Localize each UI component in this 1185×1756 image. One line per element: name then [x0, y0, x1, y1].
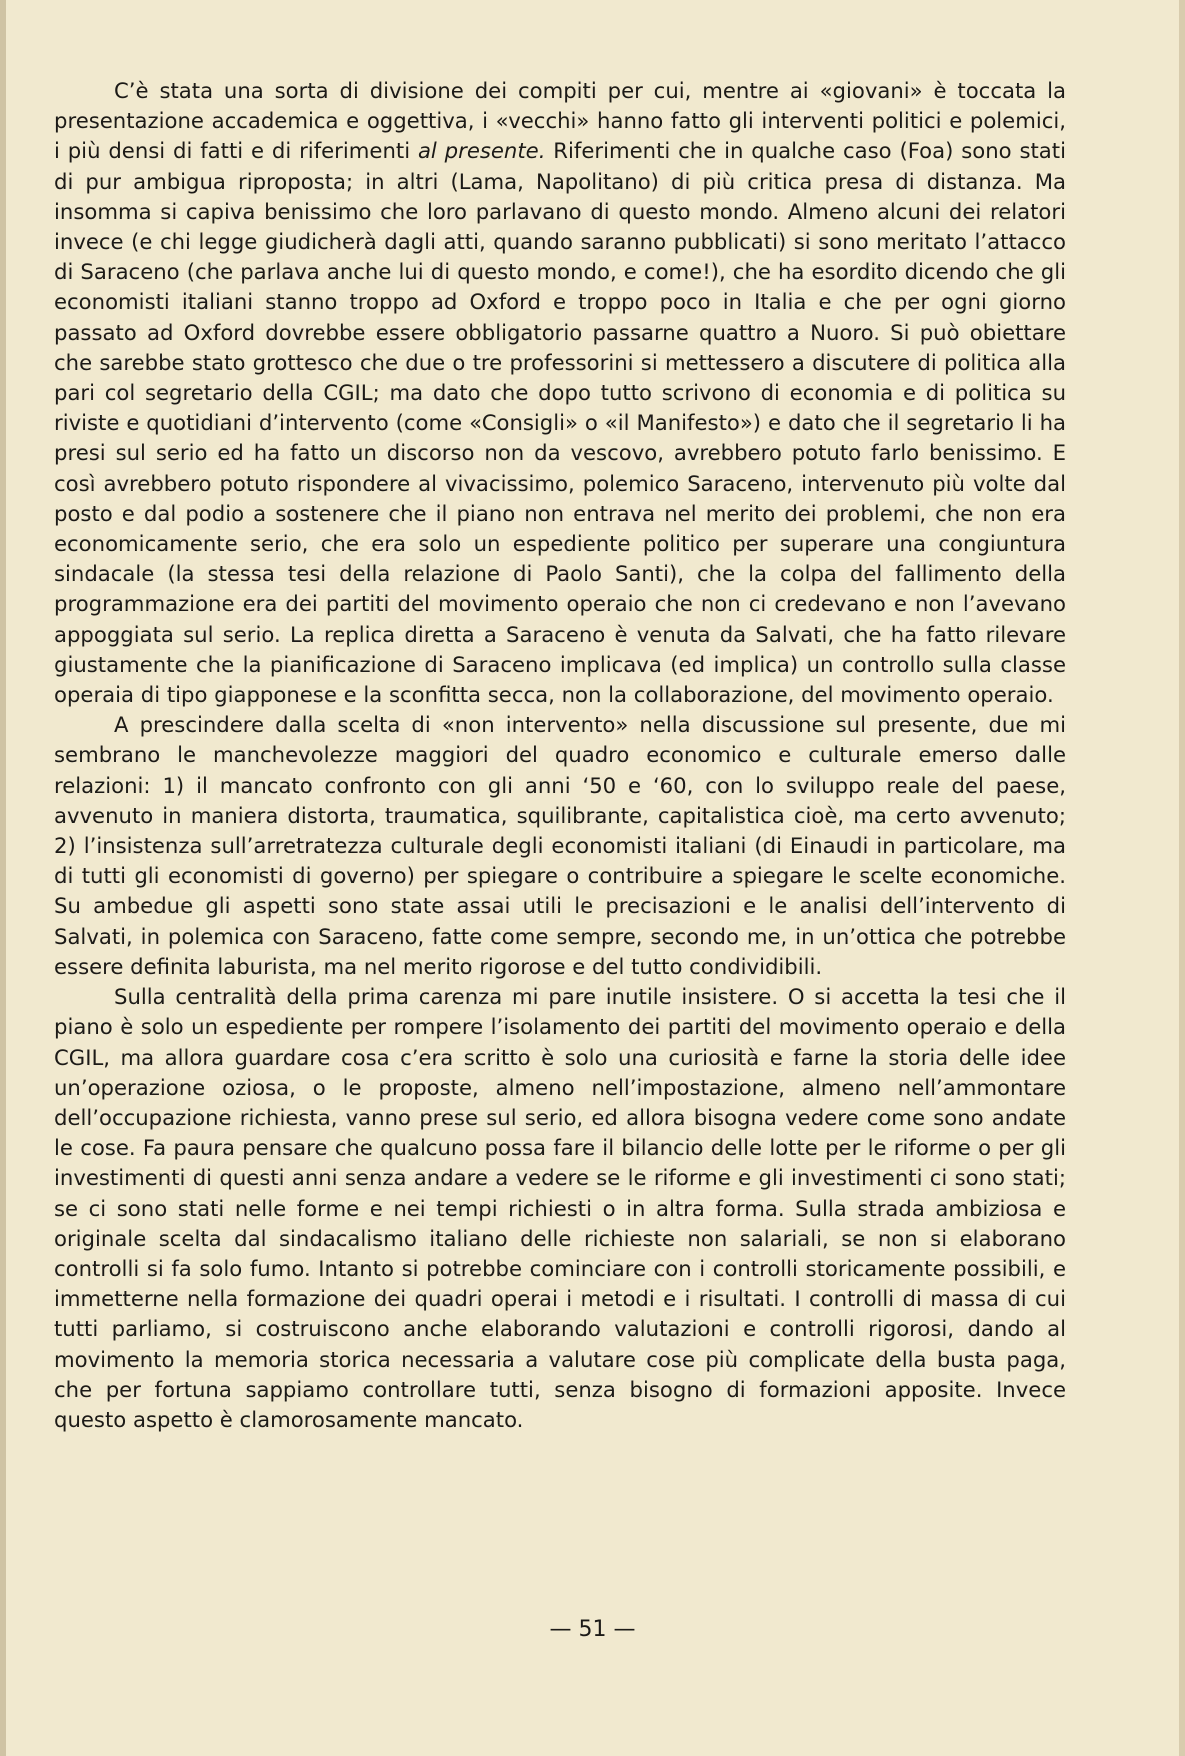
paragraph-1 [54, 76, 1066, 710]
paragraph-1-start: C’è stata una sorta di divisione dei compiti per cui, mentre ai «giovani» è toccata la presentazione accademica e oggettiva, i «vecchi» hanno fatto gli interventi politici e polemici, i più densi di fatti e di riferimenti [54, 78, 1066, 164]
paragraph-2: A prescindere dalla scelta di «non intervento» nella discussione sul presente, due mi sembrano le manchevolezze maggiori del quadro economico e culturale emerso dalle relazioni: 1) il mancato confronto con gli anni ‘50 e ‘60, con lo sviluppo reale del paese, avvenuto in maniera distorta, traumatica, squilibrante, capitalistica cioè, ma certo avvenuto; 2) l’insistenza sull’arretratezza culturale degli economisti italiani (di Einaudi in particolare, ma di tutti gli economisti di governo) per spiegare o contribuire a spiegare le scelte economiche. Su ambedue gli aspetti sono state assai utili le precisazioni e le analisi dell’intervento di Salvati, in polemica con Saraceno, fatte come sempre, secondo me, in un’ottica che potrebbe essere definita laburista, ma nel merito rigorose e del tutto condividibili. [54, 712, 1066, 979]
paragraph-1-italic: al presente. [417, 138, 546, 164]
right-page-edge [1179, 0, 1185, 1756]
left-page-edge [0, 0, 6, 1756]
paragraph-3: Sulla centralità della prima carenza mi pare inutile insistere. O si accetta la tesi che il piano è solo un espediente per rompere l’isolamento dei partiti del movimento operaio e della CGIL, ma allora guardare cosa c’era scritto è solo una curiosità e farne la storia delle idee un’operazione oziosa, o le proposte, almeno nell’impostazione, almeno nell’ammontare dell’occupazione richiesta, vanno prese sul serio, ed allora bisogna vedere come sono andate le cose. Fa paura pensare che qualcuno possa fare il bilancio delle lotte per le riforme o per gli investimenti di questi anni senza andare a vedere se le riforme e gli investimenti ci sono stati; se ci sono stati nelle forme e nei tempi richiesti o in altra forma. Sulla strada ambiziosa e originale scelta dal sindacalismo italiano delle richieste non salariali, se non si elaborano controlli si fa solo fumo. Intanto si potrebbe cominciare con i controlli storicamente possibili, e immetterne nella formazione dei quadri operai i metodi e i risultati. I controlli di massa di cui tutti parliamo, si costruiscono anche elaborando valutazioni e controlli rigorosi, dando al movimento la memoria storica necessaria a valutare cose più complicate della busta paga, che per fortuna sappiamo controllare tutti, senza bisogno di formazioni apposite. Invece questo aspetto è clamorosamente mancato. [54, 984, 1066, 1432]
page-number: — 51 — [549, 1617, 636, 1642]
body-text [54, 76, 1066, 1435]
paragraph-1-rest: Riferimenti che in qualche caso (Foa) sono stati di pur ambigua riproposta; in altri (Lama, Napolitano) di più critica presa di distanza. Ma insomma si capiva benissimo che loro parlavano di questo mondo. Almeno alcuni dei relatori invece (e chi legge giudicherà dagli atti, quando saranno pubblicati) si sono meritato l’attacco di Saraceno (che parlava anche lui di questo mondo, e come!), che ha esordito dicendo che gli economisti italiani stanno troppo ad Oxford e troppo poco in Italia e che per ogni giorno passato ad Oxford dovrebbe essere obbligatorio passarne quattro a Nuoro. Si può obiettare che sarebbe stato grottesco che due o tre professorini si mettessero a discutere di politica alla pari col segretario della CGIL; ma dato che dopo tutto scrivono di economia e di politica su riviste e quotidiani d’intervento (come «Consigli» o «il Manifesto») e dato che il segretario li ha presi sul serio ed ha fatto un discorso non da vescovo, avrebbero potuto farlo benissimo. E così avrebbero potuto rispondere al vivacissimo, polemico Saraceno, intervenuto più volte dal posto e dal podio a sostenere che il piano non entrava nel merito dei problemi, che non era economicamente serio, che era solo un espediente politico per superare una congiuntura sindacale (la stessa tesi della relazione di Paolo Santi), che la colpa del fallimento della programmazione era dei partiti del movimento operaio che non ci credevano e non l’avevano appoggiata sul serio. La replica diretta a Saraceno è venuta da Salvati, che ha fatto rilevare giustamente che la pianificazione di Saraceno implicava (ed implica) un controllo sulla classe operaia di tipo giapponese e la sconfitta secca, non la collaborazione, del movimento operaio. [54, 138, 1066, 708]
